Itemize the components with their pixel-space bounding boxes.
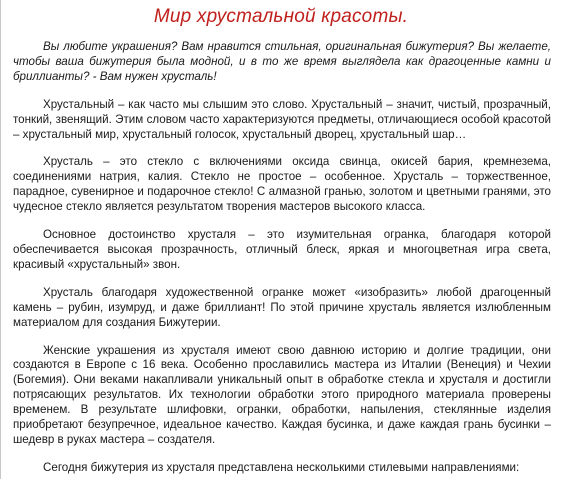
paragraph-history: Женские украшения из хрусталя имеют свою давнюю историю и долгие традиции, они создаются в Европе с 16 века. Особенно прославились мастера из Италии (Венеция) и Чехии (Богемия). Они веками накапливали уникальный опыт в обработке стекла и хрусталя и достигли потрясающих результатов. Их технологии обработки этого природного материала проверены временем. В результате шлифовки, огранки, обработки, напыления, стеклянные изделия приобретают безупречное, идеальное качество. Каждая бусинка, и даже каждая грань бусинки – шедевр в руках мастера – создателя. [13, 343, 551, 446]
paragraph-gem-imitation: Хрусталь благодаря художественной огранке может «изобразить» любой драгоценный камень – рубин, изумруд, и даже бриллиант! По этой причине хрусталь является излюбленным материалом для создания Бижутерии. [13, 285, 551, 329]
page-title: Мир хрустальной красоты. [153, 6, 409, 27]
paragraph-crystal-word: Хрустальный – как часто мы слышим это слово. Хрустальный – значит, чистый, прозрачный, тонкий, звенящий. Этим словом часто характеризуются предметы, отличающиеся особой красотой – хрустальный мир, хрустальный голосок, хрустальный дворец, хрустальный шар… [13, 97, 551, 141]
paragraph-styles: Сегодня бижутерия из хрусталя представлена несколькими стилевыми направлениями: [43, 460, 520, 474]
paragraph-crystal-definition: Хрусталь – это стекло с включениями оксида свинца, окисей бария, кремнезема, соединениями натрия, калия. Стекло не простое – особенное. Хрусталь – торжественное, парадное, сувенирное и подарочное стекло! С алмазной гранью, золотом и цветными гранями, это чудесное стекло является результатом творения мастеров высокого класса. [13, 155, 551, 214]
article-body [13, 40, 551, 479]
paragraph-main-advantage: Основное достоинство хрусталя – это изумительная огранка, благодаря которой обеспечивается высокая прозрачность, отличный блеск, яркая и многоцветная игра света, красивый «хрустальный» звон. [13, 228, 551, 271]
paragraph-intro: Вы любите украшения? Вам нравится стильная, оригинальная бижутерия? Вы желаете, чтобы ваша бижутерия была модной, и в то же время выглядела как драгоценные камни и бриллианты? - Вам нужен хрусталь! [13, 40, 551, 83]
